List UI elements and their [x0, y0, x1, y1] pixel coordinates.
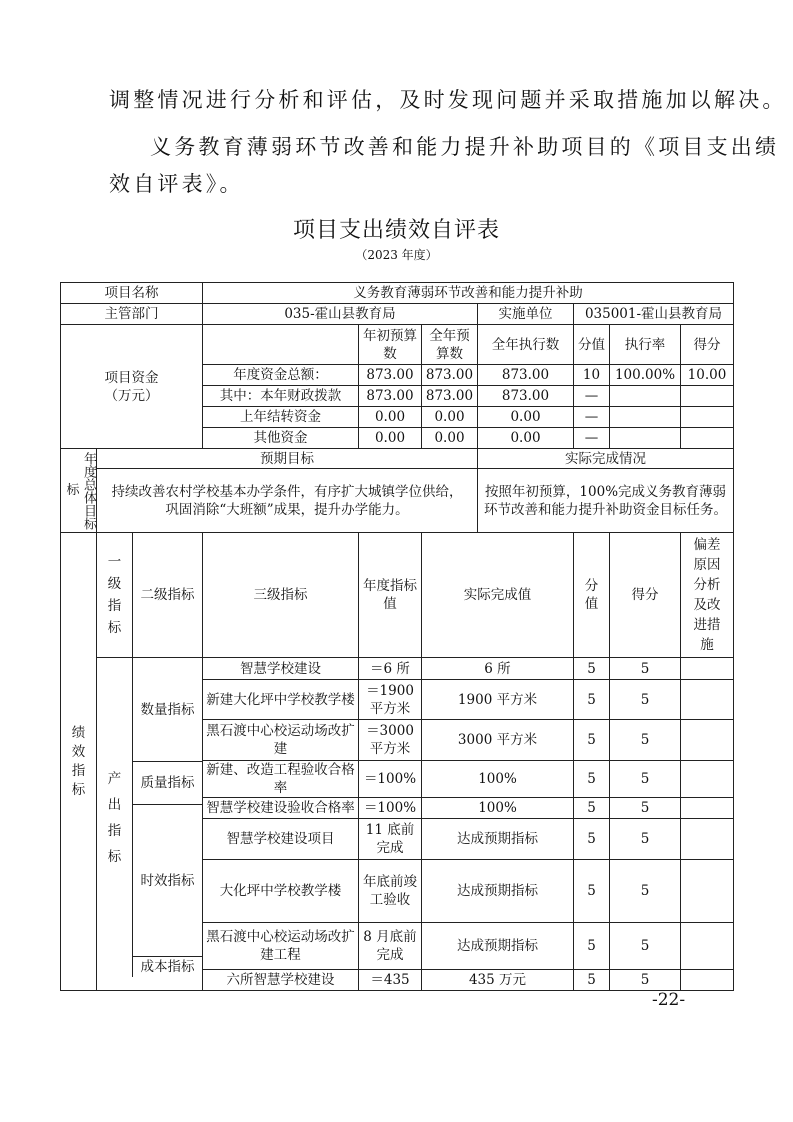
level3-cell: 智慧学校建设验收合格率 — [203, 798, 359, 819]
weight-cell: 5 — [574, 860, 610, 923]
level3-cell: 黑石渡中心校运动场改扩建 — [203, 720, 359, 761]
target-cell: 8 月底前完成 — [359, 923, 422, 970]
funds-row-label: 其中：本年财政拨款 — [203, 386, 359, 407]
actual-cell: 435 万元 — [422, 970, 574, 991]
header-exec-rate: 执行率 — [610, 325, 681, 365]
actual-cell: 达成预期指标 — [422, 819, 574, 860]
level3-cell: 六所智慧学校建设 — [203, 970, 359, 991]
deviation-cell — [681, 860, 734, 923]
impl-unit-label: 实施单位 — [478, 304, 574, 325]
actual-cell: 达成预期指标 — [422, 860, 574, 923]
target-cell: 11 底前完成 — [359, 819, 422, 860]
funds-weight: — — [574, 407, 610, 428]
actual-cell: 100% — [422, 798, 574, 819]
level3-cell: 黑石渡中心校运动场改扩建工程 — [203, 923, 359, 970]
funds-score — [681, 407, 734, 428]
performance-table — [60, 282, 734, 991]
actual-cell: 达成预期指标 — [422, 923, 574, 970]
weight-cell: 5 — [574, 970, 610, 991]
weight-header: 分值 — [574, 533, 610, 658]
weight-cell: 5 — [574, 658, 610, 680]
funds-exec: 0.00 — [478, 407, 574, 428]
dept-value: 035-霍山县教育局 — [203, 304, 478, 325]
indicator-row — [61, 658, 734, 680]
actual-cell: 1900 平方米 — [422, 680, 574, 720]
funds-initial: 873.00 — [359, 365, 422, 386]
score-cell: 5 — [610, 798, 681, 819]
target-cell: ＝100% — [359, 798, 422, 819]
level3-cell: 新建大化坪中学校教学楼 — [203, 680, 359, 720]
expected-goal-header: 预期目标 — [97, 449, 478, 469]
score-cell: 5 — [610, 680, 681, 720]
funds-initial: 0.00 — [359, 407, 422, 428]
level3-cell: 智慧学校建设 — [203, 658, 359, 680]
score-cell: 5 — [610, 819, 681, 860]
body-paragraph-line-2: 义务教育薄弱环节改善和能力提升补助项目的《项目支出绩 — [150, 135, 780, 159]
project-name-label: 项目名称 — [61, 283, 203, 304]
page-number: -22- — [652, 990, 686, 1010]
department-row — [61, 304, 734, 325]
actual-goal-text: 按照年初预算，100%完成义务教育薄弱环节改善和能力提升补助资金目标任务。 — [478, 469, 734, 533]
deviation-header: 偏差原因分析及改进措施 — [681, 533, 734, 658]
weight-cell: 5 — [574, 680, 610, 720]
funds-row-label: 其他资金 — [203, 428, 359, 449]
level2-header: 二级指标 — [140, 587, 195, 603]
project-name-row — [61, 283, 734, 304]
score-cell: 5 — [610, 720, 681, 761]
funds-rate: 100.00% — [610, 365, 681, 386]
quantity-indicator: 数量指标 — [133, 658, 202, 762]
target-cell: ＝6 所 — [359, 658, 422, 680]
funds-rate — [610, 386, 681, 407]
actual-cell: 100% — [422, 761, 574, 798]
funds-unit: （万元） — [104, 387, 159, 404]
table-subtitle: （2023 年度） — [355, 248, 438, 262]
level3-cell: 智慧学校建设项目 — [203, 819, 359, 860]
goals-side-text: 年度总体目标 — [81, 451, 96, 530]
actual-goal-header: 实际完成情况 — [478, 449, 734, 469]
target-cell: ＝1900 平方米 — [359, 680, 422, 720]
output-indicator-label: 产出指标 — [107, 770, 122, 865]
header-score: 得分 — [681, 325, 734, 365]
deviation-cell — [681, 658, 734, 680]
target-cell: ＝435 — [359, 970, 422, 991]
funds-score — [681, 428, 734, 449]
actual-cell: 6 所 — [422, 658, 574, 680]
dept-label: 主管部门 — [61, 304, 203, 325]
header-weight: 分值 — [574, 325, 610, 365]
actual-cell: 3000 平方米 — [422, 720, 574, 761]
goals-header-row — [61, 449, 734, 469]
score-cell: 5 — [610, 970, 681, 991]
weight-cell: 5 — [574, 720, 610, 761]
quality-indicator: 质量指标 — [133, 762, 202, 805]
funds-exec: 0.00 — [478, 428, 574, 449]
timeliness-indicator: 时效指标 — [133, 805, 202, 957]
funds-rate — [610, 428, 681, 449]
table-title: 项目支出绩效自评表 — [292, 218, 500, 243]
level3-cell: 新建、改造工程验收合格率 — [203, 761, 359, 798]
score-header: 得分 — [610, 533, 681, 658]
weight-cell: 5 — [574, 798, 610, 819]
indicators-side-label: 绩效指标 — [71, 724, 86, 798]
level1-header-cell — [97, 533, 203, 658]
indicator-header-row — [61, 533, 734, 658]
header-execution: 全年执行数 — [478, 325, 574, 365]
funds-initial: 0.00 — [359, 428, 422, 449]
target-header: 年度指标值 — [359, 533, 422, 658]
funds-full: 873.00 — [422, 365, 478, 386]
deviation-cell — [681, 680, 734, 720]
funds-full: 0.00 — [422, 428, 478, 449]
expected-goal-text: 持续改善农村学校基本办学条件，有序扩大城镇学位供给，巩固消除“大班额”成果，提升办学能力。 — [97, 469, 478, 533]
score-cell: 5 — [610, 923, 681, 970]
target-cell: ＝3000 平方米 — [359, 720, 422, 761]
funds-exec: 873.00 — [478, 386, 574, 407]
weight-cell: 5 — [574, 819, 610, 860]
level3-cell: 大化坪中学校教学楼 — [203, 860, 359, 923]
funds-initial: 873.00 — [359, 386, 422, 407]
funds-score: 10.00 — [681, 365, 734, 386]
funds-label: 项目资金 — [104, 369, 159, 386]
body-paragraph-line-1: 调整情况进行分析和评估，及时发现问题并采取措施加以解决。 — [109, 88, 787, 112]
level1-header: 一级指标 — [107, 554, 122, 636]
actual-header: 实际完成值 — [422, 533, 574, 658]
funds-rate — [610, 407, 681, 428]
weight-cell: 5 — [574, 761, 610, 798]
output-group-cell — [97, 658, 203, 991]
goals-side-label — [61, 449, 97, 533]
project-name-value: 义务教育薄弱环节改善和能力提升补助 — [203, 283, 734, 304]
impl-unit-value: 035001-霍山县教育局 — [574, 304, 734, 325]
header-initial-budget: 年初预算数 — [359, 325, 422, 365]
body-paragraph-line-3: 效自评表》。 — [109, 172, 244, 196]
score-cell: 5 — [610, 658, 681, 680]
funds-label-cell — [61, 325, 203, 449]
funds-weight: — — [574, 386, 610, 407]
header-full-year-budget: 全年预算数 — [422, 325, 478, 365]
score-cell: 5 — [610, 761, 681, 798]
funds-row-label: 上年结转资金 — [203, 407, 359, 428]
level3-header: 三级指标 — [203, 533, 359, 658]
deviation-cell — [681, 923, 734, 970]
funds-exec: 873.00 — [478, 365, 574, 386]
indicators-side-cell — [61, 533, 97, 991]
score-cell: 5 — [610, 860, 681, 923]
goals-side-char: 标 — [66, 482, 80, 498]
funds-weight: 10 — [574, 365, 610, 386]
target-cell: ＝100% — [359, 761, 422, 798]
deviation-cell — [681, 798, 734, 819]
deviation-cell — [681, 720, 734, 761]
funds-score — [681, 386, 734, 407]
funds-full: 0.00 — [422, 407, 478, 428]
cost-indicator: 成本指标 — [140, 959, 195, 975]
target-cell: 年底前竣工验收 — [359, 860, 422, 923]
goals-content-row — [61, 469, 734, 533]
deviation-cell — [681, 819, 734, 860]
funds-full: 873.00 — [422, 386, 478, 407]
funds-header-row — [61, 325, 734, 365]
funds-row-label: 年度资金总额： — [203, 365, 359, 386]
deviation-cell — [681, 761, 734, 798]
weight-cell: 5 — [574, 923, 610, 970]
funds-weight: — — [574, 428, 610, 449]
deviation-cell — [681, 970, 734, 991]
